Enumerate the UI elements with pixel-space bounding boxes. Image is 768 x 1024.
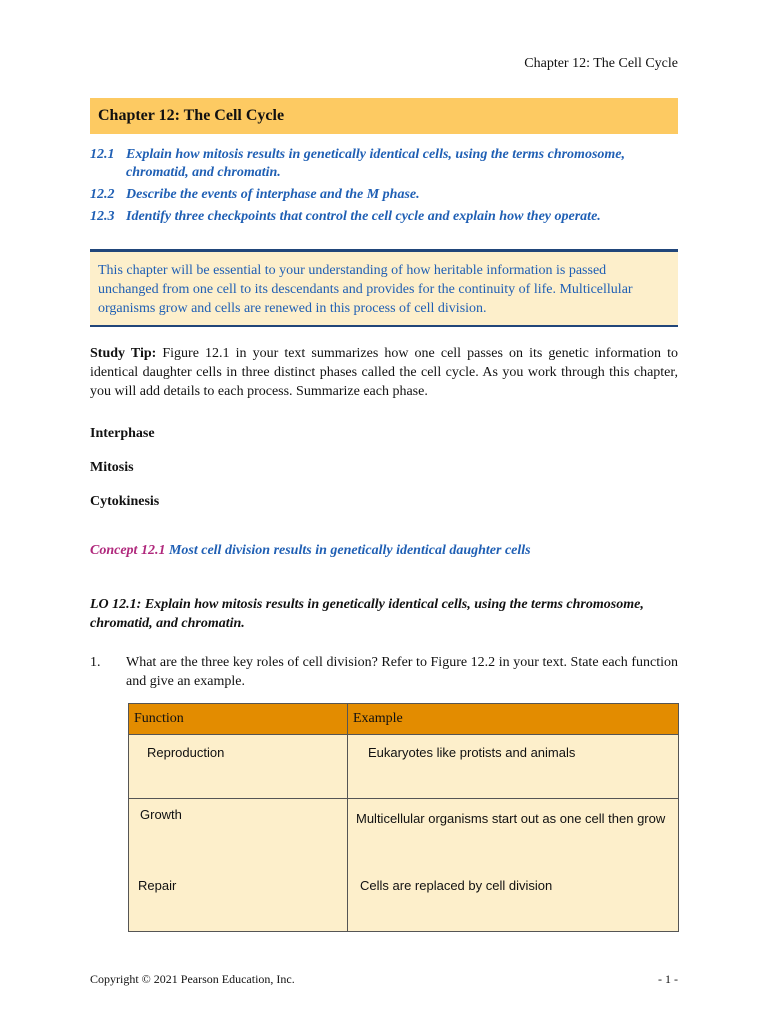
learning-objective-heading: LO 12.1: Explain how mitosis results in genetically identical cells, using the terms chromosome, chromatid, and chromatin. [90, 597, 644, 631]
function-cell: Repair [138, 878, 177, 893]
objective-item [90, 146, 678, 182]
table-header-row [129, 704, 678, 735]
study-tip [90, 344, 678, 401]
objective-item [90, 186, 678, 204]
objective-item [90, 208, 678, 226]
header-function: Function [129, 704, 348, 734]
question-number: 1. [90, 655, 101, 670]
function-cell: Reproduction [147, 745, 225, 760]
intro-callout [90, 249, 678, 327]
example-cell: Cells are replaced by cell division [360, 878, 553, 893]
objective-number: 12.2 [90, 187, 115, 202]
chapter-title: Chapter 12: The Cell Cycle [98, 107, 285, 124]
header-example: Example [353, 711, 403, 726]
concept-heading [90, 543, 531, 559]
table-cell [348, 735, 678, 798]
objective-number: 12.1 [90, 147, 115, 162]
objective-text: Identify three checkpoints that control the cell cycle and explain how they operate. [126, 209, 601, 224]
question-item [90, 653, 678, 691]
intro-text: This chapter will be essential to your understanding of how heritable information is passed unchanged from one cell to its descendants and provides for the continuity of life. Multicellular organisms grow and cells are renewed in this process of cell division. [98, 263, 633, 316]
table-row [129, 866, 678, 932]
question-text: What are the three key roles of cell division? Refer to Figure 12.2 in your text. State each function and give an example. [126, 655, 678, 689]
footer-copyright: Copyright © 2021 Pearson Education, Inc. [90, 972, 295, 986]
function-cell: Growth [140, 807, 182, 822]
footer-page-number: - 1 - [658, 972, 678, 986]
objective-text: Explain how mitosis results in genetically identical cells, using the terms chromosome, chromatid, and chromatin. [126, 147, 625, 180]
chapter-banner [90, 98, 678, 134]
table-cell [348, 799, 678, 866]
study-tip-text: Figure 12.1 in your text summarizes how one cell passes on its genetic information to identical daughter cells in three distinct phases called the cell cycle. As you work through this chapter, you will add details to each process. Summarize each phase. [90, 346, 678, 399]
phase-mitosis: Mitosis [90, 460, 134, 475]
example-cell: Eukaryotes like protists and animals [368, 745, 576, 760]
concept-label: Concept 12.1 [90, 543, 166, 558]
study-tip-label: Study Tip: [90, 346, 157, 361]
table-cell [129, 866, 348, 932]
table-cell [348, 866, 678, 932]
example-cell: Multicellular organisms start out as one cell then grow [356, 811, 666, 826]
table-row [129, 799, 678, 866]
table-cell [129, 735, 348, 798]
objective-number: 12.3 [90, 209, 115, 224]
table-cell [129, 799, 348, 866]
phase-cytokinesis: Cytokinesis [90, 494, 160, 509]
objective-text: Describe the events of interphase and the M phase. [126, 187, 420, 202]
concept-title: Most cell division results in genetically identical daughter cells [168, 543, 531, 558]
phase-interphase: Interphase [90, 426, 155, 441]
learning-objectives [90, 146, 678, 230]
running-header: Chapter 12: The Cell Cycle [524, 56, 678, 71]
table-row [129, 735, 678, 799]
answer-table [128, 703, 679, 932]
